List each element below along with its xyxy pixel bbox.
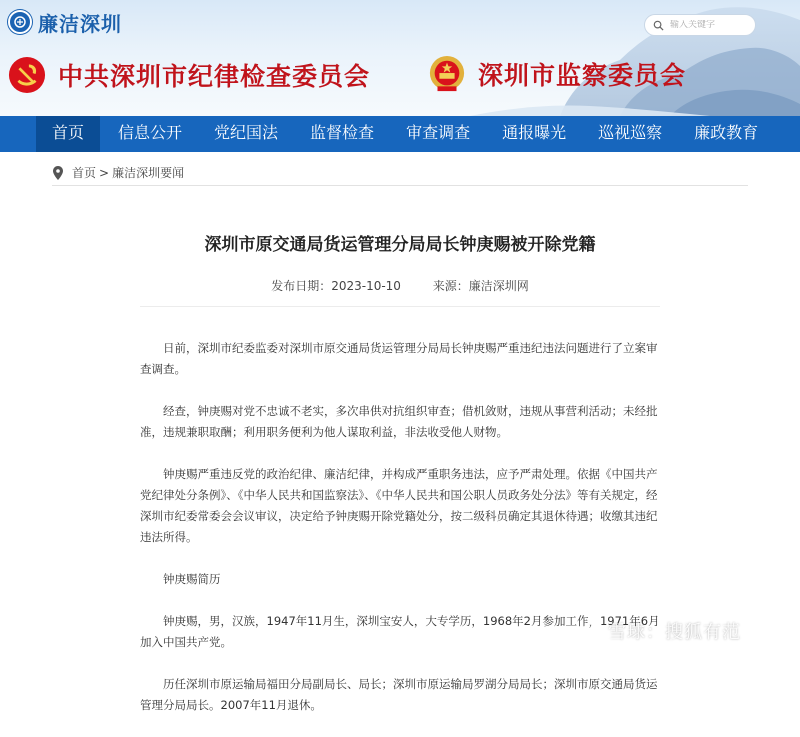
search-box[interactable] xyxy=(644,14,756,36)
article-paragraph: 钟庚赐严重违反党的政治纪律、廉洁纪律，并构成严重职务违法，应予严肃处理。依据《中国共产党纪律处分条例》、《中华人民共和国监察法》、《中华人民共和国公职人员政务处分法》等有关规定，经深圳市纪委常委会会议审议，决定给予钟庚赐开除党籍处分，按二级科员确定其退休待遇；收缴其违纪违法所得。 xyxy=(140,467,658,544)
meta-divider xyxy=(140,306,660,307)
article-paragraph: 经查，钟庚赐对党不忠诚不老实，多次串供对抗组织审查；借机敛财，违规从事营利活动；未经批准，违规兼职取酬；利用职务便利为他人谋取利益，非法收受他人财物。 xyxy=(140,404,658,439)
org-title-right: 深圳市监察委员会 xyxy=(478,61,687,90)
snowball-logo-icon xyxy=(584,621,604,641)
search-icon[interactable] xyxy=(653,20,664,31)
nav-item-integrity-education[interactable]: 廉政教育 xyxy=(694,125,759,142)
national-emblem-icon xyxy=(428,54,466,94)
article-meta xyxy=(0,277,800,294)
watermark xyxy=(584,618,741,644)
org-title-left: 中共深圳市纪律检查委员会 xyxy=(58,62,371,91)
watermark-text: 雪球：搜狐有范 xyxy=(608,622,741,643)
nav-item-supervision[interactable]: 监督检查 xyxy=(310,125,375,142)
search-input[interactable] xyxy=(670,20,750,30)
party-emblem-icon xyxy=(8,56,46,94)
breadcrumb-divider xyxy=(52,185,748,186)
party-discipline-title xyxy=(8,56,370,94)
breadcrumb-section[interactable]: 廉洁深圳要闻 xyxy=(112,166,185,180)
nav-item-exposure[interactable]: 通报曝光 xyxy=(502,125,567,142)
site-header xyxy=(0,0,800,116)
article-body xyxy=(140,338,662,737)
article-source: 来源：廉洁深圳网 xyxy=(432,279,529,293)
breadcrumb-home[interactable]: 首页 xyxy=(72,166,97,180)
site-logo[interactable] xyxy=(8,8,122,36)
breadcrumb xyxy=(52,164,184,181)
logo-emblem-icon xyxy=(8,10,32,34)
article-title: 深圳市原交通局货运管理分局局长钟庚赐被开除党籍 xyxy=(204,235,596,255)
article-paragraph: 钟庚赐简历 xyxy=(163,572,221,586)
main-nav xyxy=(0,116,800,152)
article-paragraph: 日前，深圳市纪委监委对深圳市原交通局货运管理分局局长钟庚赐严重违纪违法问题进行了立案审查调查。 xyxy=(140,341,658,376)
article-paragraph: 钟庚赐，男，汉族，1947年11月生，深圳宝安人，大专学历，1968年2月参加工作，1971年6月加入中国共产党。 xyxy=(140,614,660,649)
logo-text: 廉洁深圳 xyxy=(38,11,122,36)
nav-item-home[interactable]: 首页 xyxy=(36,116,100,152)
breadcrumb-separator: > xyxy=(99,165,110,180)
nav-item-investigation[interactable]: 审查调查 xyxy=(406,125,471,142)
supervision-title xyxy=(428,54,686,94)
nav-item-info-disclosure[interactable]: 信息公开 xyxy=(118,125,183,142)
nav-item-party-law[interactable]: 党纪国法 xyxy=(214,125,279,142)
publish-date: 发布日期：2023-10-10 xyxy=(271,279,401,293)
location-pin-icon xyxy=(52,166,64,180)
nav-item-inspection[interactable]: 巡视巡察 xyxy=(598,125,663,142)
article-paragraph: 历任深圳市原运输局福田分局副局长、局长；深圳市原运输局罗湖分局局长；深圳市原交通局货运管理分局局长。2007年11月退休。 xyxy=(140,677,658,712)
